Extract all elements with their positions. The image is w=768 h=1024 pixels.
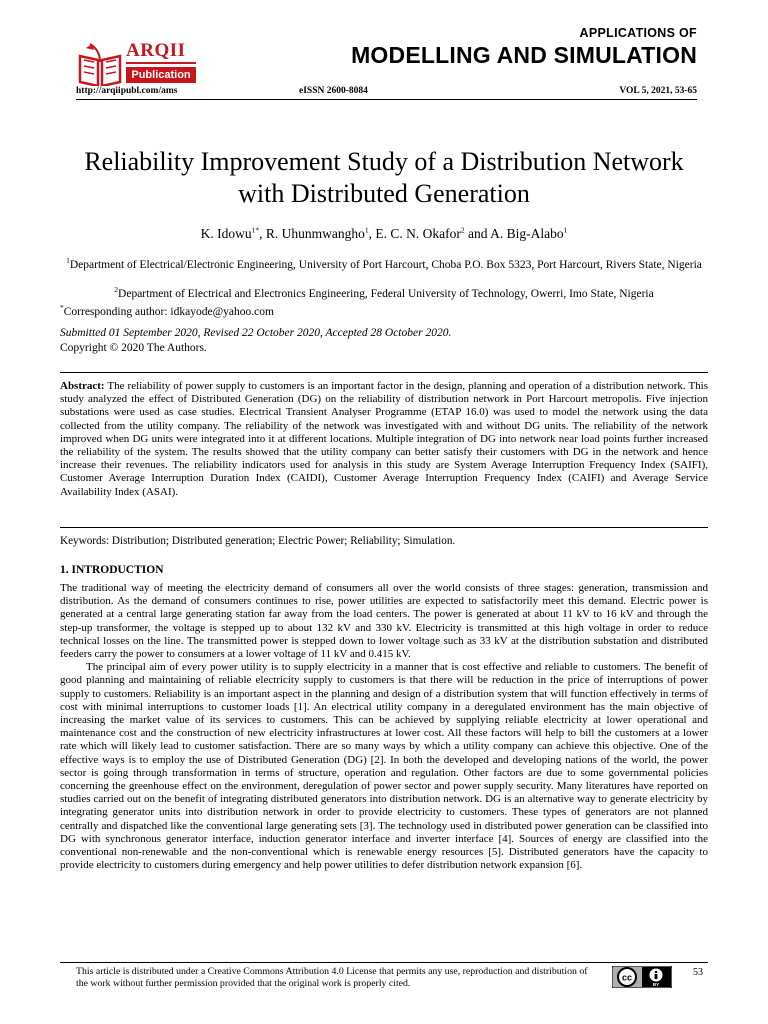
logo-wordmark: ARQII bbox=[126, 40, 186, 61]
publisher-logo bbox=[76, 40, 198, 88]
cc-by-license-badge[interactable] bbox=[612, 966, 672, 988]
author-sup: 2 bbox=[460, 225, 465, 235]
logo-divider bbox=[126, 62, 196, 64]
paragraph: The traditional way of meeting the electricity demand of consumers all over the world consists of three stages: generation, transmission and distribution. As the demand of consumers continues to rise, power utilities are expected to satisfactorily meet this demand. Electric power is generated at a central large generating station far away from the load centers. The power is generated at about 11 kV to 16 kV and through the step-up transformer, the voltage is stepped up to about 132 kV and 330 kV. Electricity is transmitted at this high voltage in order to reduce technical losses on the line. The transmitted power is stepped down to lower voltage such as 33 kV at the distribution substation and distributed feeders carry the power to consumers at a lower voltage of 11 kV and 0.415 kV. bbox=[60, 582, 708, 661]
corresponding-text: Corresponding author: idkayode@yahoo.com bbox=[63, 306, 274, 318]
creative-commons-icon bbox=[612, 966, 672, 988]
affiliation-sup: 1 bbox=[66, 256, 70, 266]
affiliation-sup: 2 bbox=[114, 285, 119, 295]
affiliation-2 bbox=[60, 287, 708, 301]
corresponding-sup: * bbox=[60, 303, 64, 313]
author-sup: 1* bbox=[251, 225, 260, 235]
journal-url-link[interactable]: http://arqiipubl.com/ams bbox=[76, 86, 178, 96]
copyright: Copyright © 2020 The Authors. bbox=[60, 342, 207, 354]
book-quill-icon bbox=[76, 42, 124, 86]
journal-prefix: APPLICATIONS OF bbox=[579, 26, 697, 40]
corresponding-author bbox=[60, 303, 274, 318]
author-sup: 1 bbox=[364, 225, 369, 235]
paragraph: The principal aim of every power utility is to supply electricity in a manner that is cost effective and reliable to customers. The benefit of good planning and maintaining of reliable electricity supply to customers is that there will be reduction in the price of interruptions of power supply to customers. Reliability is an important aspect in the planning and design of a distribution system that will function effectively in terms of cost with minimal interruptions to customer loads [1]. An electrical utility company in a deregulated environment has the main objective of increasing the market value of its services to customers. This can be achieved by supplying reliable electricity at lower operational and maintenance cost and the construction of new electricity infrastructures at lower cost. All these factors will help to bill the customers at a lower rate which will likely lead to customer satisfaction. There are so many ways by which a utility company can achieve this objective. One of the effective ways is to employ the use of Distributed Generation (DG) [2]. In both the developed and developing nations of the world, the power sector is going through transformation in terms of structure, operation and regulation. Other factors are due to some governmental policies concerning the greenhouse effect on the environment, deregulation of power sector and power supply security. Many literatures have reported on studies carried out on the benefit of integrating distributed generators into distribution network. DG is an alternative way to generate electricity by integrating generator units into distribution network in order to provide electricity to customers. These types of generators are not planned centrally and dispatched like the conventional large generating sets [3]. The technology used in distributed power generation can be classified into DG with synchronous generator interface, induction generator interface and inverter interface [4]. Sources of energy are classified into the conventional non-renewable and the non-conventional which is renewable energy resources [5]. Distributed generators have the capacity to provide electricity to customers during emergency and help power utilities to defer distribution network expansion [6]. bbox=[60, 661, 708, 872]
abstract-bottom-rule bbox=[60, 527, 708, 528]
logo-subtext: Publication bbox=[126, 67, 196, 83]
author-name: R. Uhunmwangho bbox=[265, 226, 365, 241]
abstract-text: The reliability of power supply to customers is an important factor in the design, planning and operation of a distribution network. This study analyzed the effect of Distributed Generation (DG) on the reliability of distribution network in Port Harcourt metropolis. Five injection substations were used as case studies. Electrical Transient Analyser Programme (ETAP 16.0) was used to model the network using the data collected from the utility company. The reliability of the network was investigated with and without DG units. The reliability of the network improved when DG units were integrated into it at different locations. Multiple integration of DG into network near load points further increased the reliability of the system. The results showed that the utility company can better satisfy their customers with DG in the network and hence increase their revenues. The reliability indicators used for analysis in this study are System Average Interruption Frequency Index (SAIFI), Customer Average Interruption Duration Index (CAIDI), Customer Average Interruption Frequency Index (CAIFI) and Average Service Availability Index (ASAI). bbox=[60, 380, 708, 498]
affiliation-text: Department of Electrical and Electronics Engineering, Federal University of Technology, Owerri, Imo State, Nigeria bbox=[118, 288, 654, 300]
page-number: 53 bbox=[693, 967, 703, 978]
by-label: BY bbox=[652, 982, 660, 987]
footer-divider bbox=[60, 962, 708, 963]
eissn: eISSN 2600-8084 bbox=[299, 86, 368, 96]
author-name: A. Big-Alabo bbox=[490, 226, 564, 241]
keywords: Keywords: Distribution; Distributed generation; Electric Power; Reliability; Simulation. bbox=[60, 535, 456, 547]
header-divider bbox=[76, 99, 697, 100]
volume-info: VOL 5, 2021, 53-65 bbox=[619, 86, 697, 96]
abstract-label: Abstract: bbox=[60, 380, 105, 392]
affiliation-1 bbox=[60, 258, 708, 272]
abstract bbox=[60, 380, 708, 499]
affiliation-text: Department of Electrical/Electronic Engineering, University of Port Harcourt, Choba P.O. Box 5323, Port Harcourt, Rivers State, Nigeria bbox=[69, 259, 702, 271]
abstract-top-rule bbox=[60, 372, 708, 373]
cc-label: cc bbox=[621, 972, 633, 983]
author-sup: 1 bbox=[563, 225, 568, 235]
author-name: E. C. N. Okafor bbox=[375, 226, 461, 241]
introduction-body bbox=[60, 582, 708, 872]
license-notice: This article is distributed under a Creative Commons Attribution 4.0 License that permits any use, reproduction and distribution of the work without further permission provided that the original work is properly cited. bbox=[76, 966, 588, 989]
author-list: K. Idowu$^{1*}$, R. Uhunmwangho$^1$, E. C. N. Okafor$^2$ and A. Big-Alabo$^1$ bbox=[200, 225, 568, 241]
journal-name: MODELLING AND SIMULATION bbox=[351, 42, 697, 68]
section-heading: 1. INTRODUCTION bbox=[60, 564, 164, 576]
author-name: K. Idowu bbox=[200, 226, 252, 241]
submission-dates: Submitted 01 September 2020, Revised 22 October 2020, Accepted 28 October 2020. bbox=[60, 327, 452, 339]
paper-title: Reliability Improvement Study of a Distribution Network with Distributed Generation bbox=[84, 147, 684, 208]
